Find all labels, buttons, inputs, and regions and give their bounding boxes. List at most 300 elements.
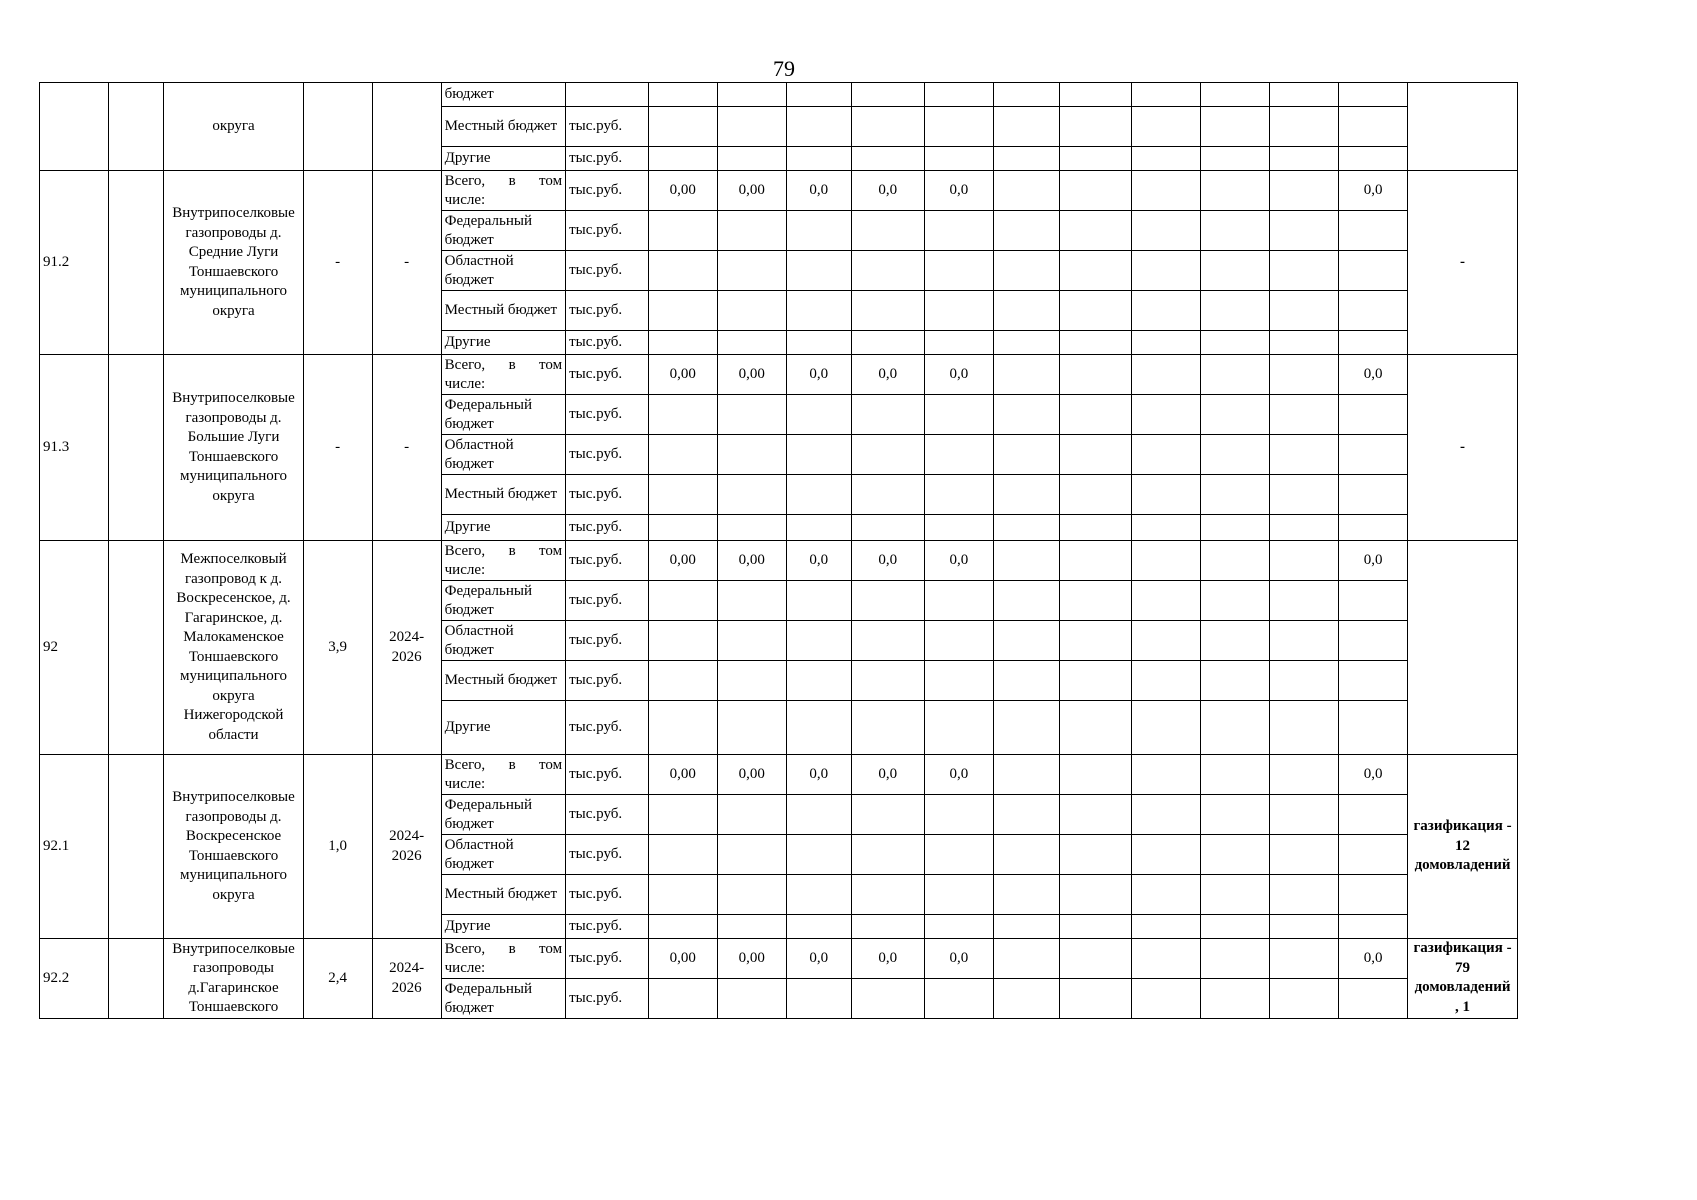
total-label-line1: Всего, в том <box>444 357 563 373</box>
unit-cell: тыс.руб. <box>566 755 649 795</box>
empty-cell <box>851 331 924 355</box>
empty-cell <box>993 435 1059 475</box>
total-label-line2: числе: <box>444 375 486 392</box>
value-cell: 0,00 <box>648 355 717 395</box>
unit-cell: тыс.руб. <box>566 875 649 915</box>
length-cell: 1,0 <box>303 755 372 939</box>
empty-cell <box>786 395 851 435</box>
row-number-cell <box>40 83 109 171</box>
table-row <box>40 939 1518 979</box>
total-label-line1: Всего, в том <box>444 941 563 957</box>
empty-cell <box>851 875 924 915</box>
empty-cell <box>1131 621 1200 661</box>
empty-cell <box>1200 355 1269 395</box>
unit-cell: тыс.руб. <box>566 147 649 171</box>
page-number: 79 <box>773 56 795 81</box>
source-label: Другие <box>441 515 565 541</box>
value-cell: 0,0 <box>851 939 924 979</box>
unit-cell: тыс.руб. <box>566 661 649 701</box>
empty-cell <box>786 211 851 251</box>
empty-cell <box>851 211 924 251</box>
row-number-cell: 91.3 <box>40 355 109 541</box>
empty-cell <box>1059 541 1131 581</box>
unit-cell: тыс.руб. <box>566 621 649 661</box>
table-row <box>40 755 1518 795</box>
unit-cell: тыс.руб. <box>566 515 649 541</box>
empty-cell <box>1059 835 1131 875</box>
result-cell <box>1408 83 1518 171</box>
empty-cell <box>993 331 1059 355</box>
value-cell: 0,0 <box>924 171 993 211</box>
empty-cell <box>648 875 717 915</box>
value-cell: 0,00 <box>648 939 717 979</box>
empty-cell <box>648 211 717 251</box>
empty-cell <box>1270 355 1339 395</box>
empty-cell <box>1339 979 1408 1019</box>
empty-cell <box>993 475 1059 515</box>
empty-cell <box>1200 211 1269 251</box>
source-label: Другие <box>441 147 565 171</box>
empty-cell <box>786 291 851 331</box>
empty-cell <box>1059 795 1131 835</box>
empty-cell <box>1059 291 1131 331</box>
empty-cell <box>786 331 851 355</box>
empty-cell <box>851 291 924 331</box>
source-label: Областной бюджет <box>441 435 565 475</box>
unit-cell: тыс.руб. <box>566 291 649 331</box>
empty-cell <box>717 331 786 355</box>
empty-cell <box>1131 661 1200 701</box>
empty-cell <box>786 835 851 875</box>
empty-cell <box>1339 331 1408 355</box>
empty-cell <box>924 979 993 1019</box>
empty-cell <box>924 795 993 835</box>
empty-cell <box>1200 171 1269 211</box>
source-label: Другие <box>441 915 565 939</box>
row-number-cell: 92 <box>40 541 109 755</box>
source-label: Другие <box>441 701 565 755</box>
value-cell: 0,00 <box>717 939 786 979</box>
empty-cell <box>1200 701 1269 755</box>
value-cell: 0,0 <box>786 355 851 395</box>
empty-cell <box>1200 331 1269 355</box>
empty-cell <box>993 621 1059 661</box>
result-cell: - <box>1408 355 1518 541</box>
total-label-line1: Всего, в том <box>444 543 563 559</box>
unit-cell: тыс.руб. <box>566 795 649 835</box>
source-label: Федеральный бюджет <box>441 581 565 621</box>
empty-cell <box>1339 251 1408 291</box>
empty-cell <box>1131 395 1200 435</box>
source-label: Федеральный бюджет <box>441 211 565 251</box>
empty-cell <box>1339 701 1408 755</box>
empty-cell <box>924 211 993 251</box>
source-label <box>441 355 565 395</box>
source-label: Областной бюджет <box>441 621 565 661</box>
empty-cell <box>1339 475 1408 515</box>
empty-cell <box>109 939 164 1019</box>
empty-cell <box>1200 915 1269 939</box>
period-cell: - <box>372 171 441 355</box>
empty-cell <box>1200 875 1269 915</box>
table-row <box>40 541 1518 581</box>
object-name-cell: Внутрипоселковые газопроводы д. Средние Луги Тоншаевского муниципального округа <box>164 171 303 355</box>
value-cell: 0,00 <box>717 755 786 795</box>
value-cell: 0,0 <box>924 939 993 979</box>
empty-cell <box>1270 331 1339 355</box>
total-label-line1: Всего, в том <box>444 757 563 773</box>
empty-cell <box>1200 541 1269 581</box>
empty-cell <box>1270 515 1339 541</box>
empty-cell <box>1200 795 1269 835</box>
empty-cell <box>648 475 717 515</box>
empty-cell <box>717 701 786 755</box>
length-cell: 2,4 <box>303 939 372 1019</box>
empty-cell <box>717 515 786 541</box>
source-label: Федеральный бюджет <box>441 795 565 835</box>
empty-cell <box>1339 291 1408 331</box>
empty-cell <box>1059 875 1131 915</box>
source-label: Местный бюджет <box>441 875 565 915</box>
final-value-cell: 0,0 <box>1339 541 1408 581</box>
period-cell: 2024-2026 <box>372 939 441 1019</box>
table-row <box>40 355 1518 395</box>
value-cell: 0,0 <box>786 541 851 581</box>
empty-cell <box>1131 251 1200 291</box>
budget-table <box>39 82 1518 1019</box>
empty-cell <box>1131 875 1200 915</box>
empty-cell <box>717 795 786 835</box>
value-cell: 0,00 <box>648 755 717 795</box>
source-label <box>441 541 565 581</box>
empty-cell <box>786 621 851 661</box>
source-label: Областной бюджет <box>441 835 565 875</box>
empty-cell <box>993 979 1059 1019</box>
empty-cell <box>648 835 717 875</box>
empty-cell <box>924 661 993 701</box>
length-cell: 3,9 <box>303 541 372 755</box>
empty-cell <box>1059 755 1131 795</box>
empty-cell <box>924 581 993 621</box>
empty-cell <box>1059 395 1131 435</box>
total-label-line1: Всего, в том <box>444 173 563 189</box>
result-cell: газификация - 12 домовладений <box>1408 755 1518 939</box>
unit-cell: тыс.руб. <box>566 475 649 515</box>
empty-cell <box>993 875 1059 915</box>
empty-cell <box>1270 171 1339 211</box>
source-label: Местный бюджет <box>441 291 565 331</box>
empty-cell <box>717 581 786 621</box>
unit-cell: тыс.руб. <box>566 107 649 147</box>
source-label: бюджет <box>441 83 565 107</box>
empty-cell <box>648 701 717 755</box>
empty-cell <box>1200 291 1269 331</box>
empty-cell <box>1059 211 1131 251</box>
empty-cell <box>1339 435 1408 475</box>
final-value-cell: 0,0 <box>1339 355 1408 395</box>
empty-cell <box>924 915 993 939</box>
object-name-cell: Внутрипоселковые газопроводы д.Гагаринское Тоншаевского <box>164 939 303 1019</box>
empty-cell <box>1339 515 1408 541</box>
empty-cell <box>1131 211 1200 251</box>
source-label: Федеральный бюджет <box>441 979 565 1019</box>
empty-cell <box>1270 581 1339 621</box>
empty-cell <box>717 621 786 661</box>
value-cell: 0,0 <box>786 939 851 979</box>
empty-cell <box>851 581 924 621</box>
empty-cell <box>786 251 851 291</box>
empty-cell <box>1270 395 1339 435</box>
empty-cell <box>786 661 851 701</box>
empty-cell <box>1131 915 1200 939</box>
empty-cell <box>1059 701 1131 755</box>
empty-cell <box>924 515 993 541</box>
empty-cell <box>717 435 786 475</box>
empty-cell <box>1059 251 1131 291</box>
empty-cell <box>1200 475 1269 515</box>
result-cell: газификация - 79 домовладений , 1 <box>1408 939 1518 1019</box>
empty-cell <box>1131 939 1200 979</box>
unit-cell: тыс.руб. <box>566 331 649 355</box>
empty-cell <box>1131 581 1200 621</box>
object-name-cell: Межпоселковый газопровод к д. Воскресенское, д. Гагаринское, д. Малокаменское Тоншаевского муниципального округа Нижегородской области <box>164 541 303 755</box>
empty-cell <box>1200 621 1269 661</box>
empty-cell <box>924 475 993 515</box>
source-label <box>441 171 565 211</box>
empty-cell <box>993 661 1059 701</box>
empty-cell <box>648 395 717 435</box>
empty-cell <box>1270 435 1339 475</box>
empty-cell <box>648 661 717 701</box>
empty-cell <box>1200 251 1269 291</box>
empty-cell <box>1270 795 1339 835</box>
empty-cell <box>924 331 993 355</box>
unit-cell: тыс.руб. <box>566 355 649 395</box>
empty-cell <box>1059 331 1131 355</box>
empty-cell <box>993 171 1059 211</box>
empty-cell <box>717 475 786 515</box>
empty-cell <box>717 661 786 701</box>
empty-cell <box>1339 211 1408 251</box>
empty-cell <box>1059 171 1131 211</box>
source-label: Федеральный бюджет <box>441 395 565 435</box>
empty-cell <box>1339 621 1408 661</box>
empty-cell <box>109 355 164 541</box>
row-number-cell: 91.2 <box>40 171 109 355</box>
empty-cell <box>109 755 164 939</box>
empty-cell <box>1200 661 1269 701</box>
empty-cell <box>851 475 924 515</box>
empty-cell <box>851 435 924 475</box>
empty-cell <box>1131 541 1200 581</box>
object-name-cell: Внутрипоселковые газопроводы д. Воскресенское Тоншаевского муниципального округа <box>164 755 303 939</box>
unit-cell: тыс.руб. <box>566 701 649 755</box>
empty-cell <box>1059 581 1131 621</box>
empty-cell <box>786 915 851 939</box>
empty-cell <box>1270 211 1339 251</box>
source-label: Местный бюджет <box>441 661 565 701</box>
empty-cell <box>993 755 1059 795</box>
unit-cell: тыс.руб. <box>566 435 649 475</box>
total-label-line2: числе: <box>444 561 486 578</box>
empty-cell <box>717 915 786 939</box>
empty-cell <box>1059 979 1131 1019</box>
unit-cell: тыс.руб. <box>566 581 649 621</box>
empty-cell <box>1059 621 1131 661</box>
empty-cell <box>1270 875 1339 915</box>
unit-cell: тыс.руб. <box>566 915 649 939</box>
empty-cell <box>924 621 993 661</box>
final-value-cell: 0,0 <box>1339 171 1408 211</box>
period-cell: - <box>372 355 441 541</box>
empty-cell <box>1059 939 1131 979</box>
empty-cell <box>786 435 851 475</box>
empty-cell <box>1339 835 1408 875</box>
row-number-cell: 92.2 <box>40 939 109 1019</box>
value-cell: 0,0 <box>786 755 851 795</box>
object-name-cell: округа <box>164 83 303 171</box>
length-cell: - <box>303 171 372 355</box>
period-cell: 2024-2026 <box>372 755 441 939</box>
empty-cell <box>1131 755 1200 795</box>
empty-cell <box>717 979 786 1019</box>
empty-cell <box>993 581 1059 621</box>
empty-cell <box>1270 661 1339 701</box>
unit-cell: тыс.руб. <box>566 939 649 979</box>
empty-cell <box>1270 291 1339 331</box>
value-cell: 0,00 <box>648 171 717 211</box>
empty-cell <box>851 835 924 875</box>
empty-cell <box>993 211 1059 251</box>
empty-cell <box>717 395 786 435</box>
empty-cell <box>1131 355 1200 395</box>
unit-cell: тыс.руб. <box>566 251 649 291</box>
value-cell: 0,0 <box>924 541 993 581</box>
empty-cell <box>1270 939 1339 979</box>
empty-cell <box>1059 515 1131 541</box>
empty-cell <box>1270 475 1339 515</box>
unit-cell: тыс.руб. <box>566 835 649 875</box>
empty-cell <box>924 395 993 435</box>
value-cell: 0,0 <box>851 541 924 581</box>
value-cell: 0,0 <box>924 355 993 395</box>
empty-cell <box>648 515 717 541</box>
empty-cell <box>1270 251 1339 291</box>
empty-cell <box>786 515 851 541</box>
empty-cell <box>924 251 993 291</box>
empty-cell <box>648 621 717 661</box>
empty-cell <box>1131 171 1200 211</box>
empty-cell <box>1200 939 1269 979</box>
total-label-line2: числе: <box>444 191 486 208</box>
empty-cell <box>1131 795 1200 835</box>
empty-cell <box>993 515 1059 541</box>
table-row <box>40 83 1518 107</box>
table-row <box>40 171 1518 211</box>
empty-cell <box>648 581 717 621</box>
value-cell: 0,00 <box>717 171 786 211</box>
empty-cell <box>924 435 993 475</box>
empty-cell <box>1200 835 1269 875</box>
empty-cell <box>786 475 851 515</box>
empty-cell <box>1270 755 1339 795</box>
length-cell: - <box>303 355 372 541</box>
empty-cell <box>717 875 786 915</box>
value-cell: 0,0 <box>851 755 924 795</box>
empty-cell <box>648 291 717 331</box>
empty-cell <box>1200 515 1269 541</box>
empty-cell <box>851 251 924 291</box>
empty-cell <box>851 661 924 701</box>
empty-cell <box>1059 915 1131 939</box>
source-label: Областной бюджет <box>441 251 565 291</box>
unit-cell: тыс.руб. <box>566 171 649 211</box>
result-cell <box>1408 541 1518 755</box>
source-label <box>441 939 565 979</box>
empty-cell <box>786 979 851 1019</box>
result-cell: - <box>1408 171 1518 355</box>
empty-cell <box>1339 395 1408 435</box>
empty-cell <box>786 701 851 755</box>
unit-cell: тыс.руб. <box>566 541 649 581</box>
empty-cell <box>717 211 786 251</box>
empty-cell <box>648 251 717 291</box>
row-number-cell: 92.1 <box>40 755 109 939</box>
empty-cell <box>1339 875 1408 915</box>
unit-cell: тыс.руб. <box>566 979 649 1019</box>
empty-cell <box>993 395 1059 435</box>
empty-cell <box>1339 795 1408 835</box>
empty-cell <box>924 291 993 331</box>
empty-cell <box>993 541 1059 581</box>
value-cell: 0,0 <box>924 755 993 795</box>
empty-cell <box>993 915 1059 939</box>
empty-cell <box>993 795 1059 835</box>
empty-cell <box>851 701 924 755</box>
source-label: Другие <box>441 331 565 355</box>
empty-cell <box>1270 621 1339 661</box>
empty-cell <box>648 331 717 355</box>
empty-cell <box>1131 835 1200 875</box>
empty-cell <box>1059 435 1131 475</box>
period-cell: 2024-2026 <box>372 541 441 755</box>
empty-cell <box>1131 701 1200 755</box>
empty-cell <box>717 835 786 875</box>
unit-cell: тыс.руб. <box>566 395 649 435</box>
empty-cell <box>993 251 1059 291</box>
empty-cell <box>1200 395 1269 435</box>
empty-cell <box>1270 915 1339 939</box>
value-cell: 0,00 <box>717 355 786 395</box>
empty-cell <box>924 875 993 915</box>
empty-cell <box>648 915 717 939</box>
empty-cell <box>717 251 786 291</box>
object-name-cell: Внутрипоселковые газопроводы д. Большие Луги Тоншаевского муниципального округа <box>164 355 303 541</box>
final-value-cell: 0,0 <box>1339 939 1408 979</box>
empty-cell <box>648 979 717 1019</box>
empty-cell <box>648 795 717 835</box>
value-cell: 0,0 <box>851 171 924 211</box>
empty-cell <box>786 581 851 621</box>
empty-cell <box>786 875 851 915</box>
source-label: Местный бюджет <box>441 107 565 147</box>
empty-cell <box>1059 475 1131 515</box>
empty-cell <box>1131 475 1200 515</box>
empty-cell <box>1131 331 1200 355</box>
empty-cell <box>851 915 924 939</box>
empty-cell <box>1339 915 1408 939</box>
empty-cell <box>924 835 993 875</box>
